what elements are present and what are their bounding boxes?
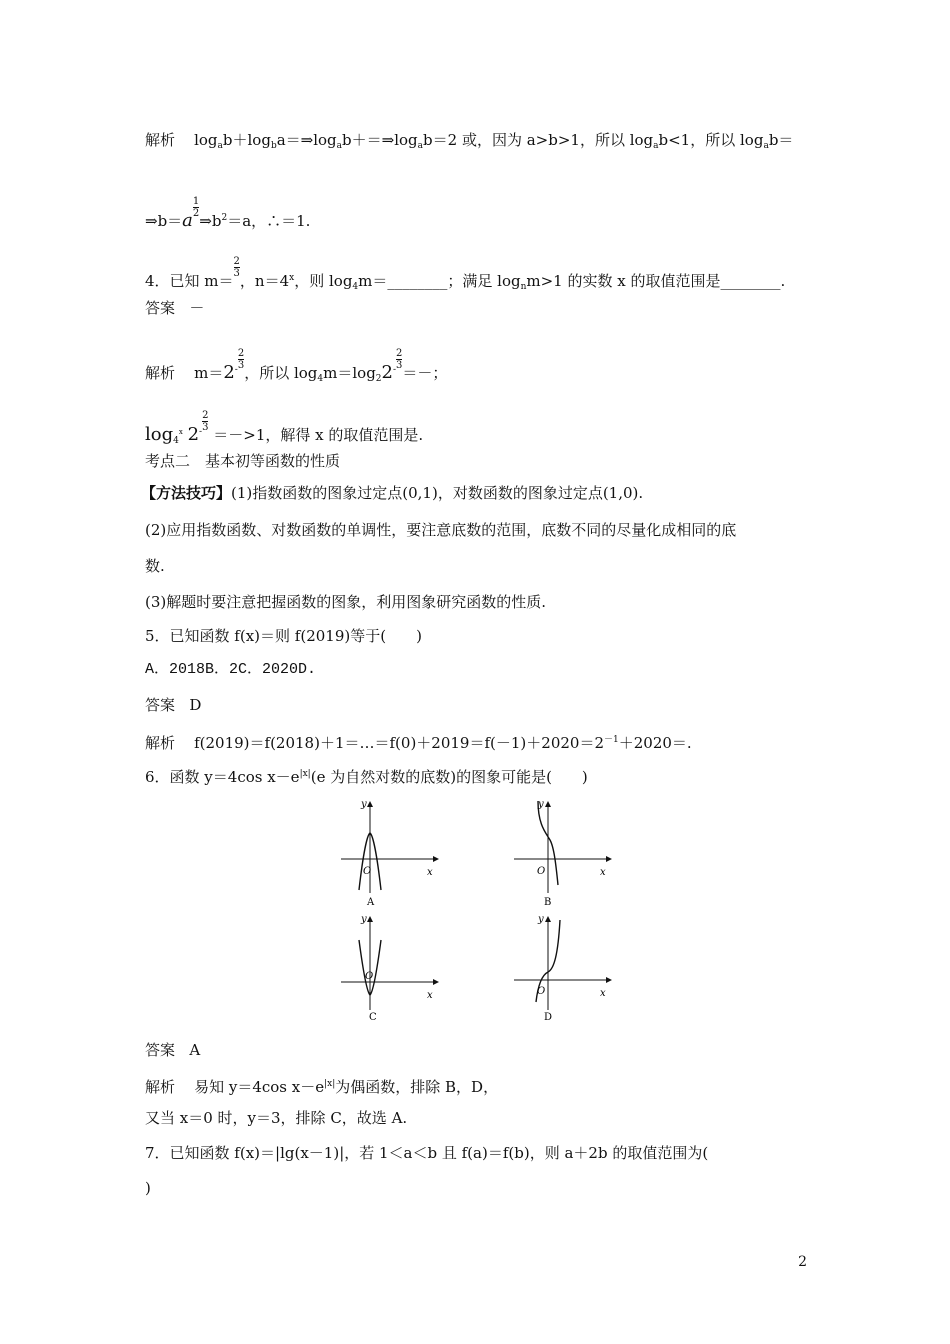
solution-6-line-2: 又当 x＝0 时，y＝3，排除 C，故选 A. bbox=[145, 1109, 408, 1127]
question-7-cont: ) bbox=[145, 1179, 151, 1197]
axis-y-label: y bbox=[538, 914, 544, 925]
question-4: 4．已知 $m=\frac{2}{3}$ ，$n=4^x$，则 $\log_4m=\_\_\_\_\_\_\_\_$；满足 $\log_nm>1$ 的实数 x 的取值范围是________. bbox=[145, 256, 786, 292]
solution-line-1: 解析 $\log_ab+\log_ba=\Rightarrow\log_ab+=\Rightarrow\log_ab=2$ 或，因为 a>b>1，所以 $\log_ab<1$，所以 $\log_ab=$ bbox=[145, 131, 794, 151]
question-6: 6．函数 y＝4cos $x-e^{|x|}(e$ 为自然对数的底数)的图象可能是( ) bbox=[145, 768, 588, 786]
axis-x-label: x bbox=[427, 867, 433, 878]
axis-x-label: x bbox=[427, 990, 433, 1001]
method-tip-1: 【方法技巧】(1)指数函数的图象过定点(0,1)，对数函数的图象过定点(1,0). bbox=[141, 484, 644, 502]
origin-label: O bbox=[363, 866, 372, 877]
question-5-options: A．2018B．2C．2020D. bbox=[145, 661, 317, 678]
section-heading: 考点二 基本初等函数的性质 bbox=[145, 452, 341, 470]
answer-5: 答案 D bbox=[145, 696, 202, 714]
answer-6: 答案 A bbox=[145, 1041, 201, 1059]
origin-label: O bbox=[537, 986, 546, 997]
solution-6-line-1: 解析 易知 y＝4cos $x-e^{|x|}$为偶函数，排除 B，D， bbox=[145, 1078, 499, 1096]
method-tip-3: (3)解题时要注意把握函数的图象，利用图象研究函数的性质. bbox=[145, 593, 547, 611]
graph-option-c bbox=[335, 910, 445, 1022]
option-label: C bbox=[369, 1012, 377, 1022]
graph-option-d bbox=[508, 910, 618, 1022]
origin-label: O bbox=[537, 866, 546, 877]
graph-option-b bbox=[508, 795, 618, 907]
question-5: 5．已知函数 f(x)＝则 f(2019)等于( ) bbox=[145, 627, 422, 645]
answer-4: 答案 － bbox=[145, 299, 205, 317]
graph-option-a bbox=[335, 795, 445, 907]
option-label: A bbox=[367, 897, 375, 907]
method-tip-tag: 【方法技巧】 bbox=[141, 484, 232, 502]
method-tip-2: (2)应用指数函数、对数函数的单调性，要注意底数的范围，底数不同的尽量化成相同的底 bbox=[145, 521, 737, 539]
axis-y-label: y bbox=[361, 914, 367, 925]
option-label: D bbox=[544, 1012, 553, 1022]
axis-y-label: y bbox=[361, 799, 367, 810]
solution-4-line-2: $\log_4^x 2^-\frac{2}{3}$ ＝－>1，解得 x 的取值范围是. bbox=[145, 410, 424, 446]
origin-label: O bbox=[365, 971, 374, 982]
question-7: 7．已知函数 f(x)＝|lg(x－1)|，若 1＜a＜b 且 f(a)＝f(b)，则 a＋2b 的取值范围为( bbox=[145, 1144, 709, 1162]
axis-y-label: y bbox=[538, 799, 544, 810]
solution-line-2: $\Rightarrow b=a\frac{1}{2}$ $\Rightarrow b^2=a$，∴＝1. bbox=[145, 196, 311, 231]
solution-5: 解析 $f(2019)=f(2018)+1=\dots=f(0)+2019=f(-1)+2020=2^{-1}+2020=$. bbox=[145, 734, 692, 752]
option-label: B bbox=[544, 897, 552, 907]
method-tip-2-cont: 数. bbox=[145, 557, 165, 575]
axis-x-label: x bbox=[600, 988, 606, 999]
page-number: 2 bbox=[798, 1254, 807, 1270]
solution-4-line-1: 解析 $m=2^-\frac{2}{3}$ ，所以 $\log_4m=\log_22^-\frac{2}{3}$ ＝－； bbox=[145, 348, 448, 384]
axis-x-label: x bbox=[600, 867, 606, 878]
